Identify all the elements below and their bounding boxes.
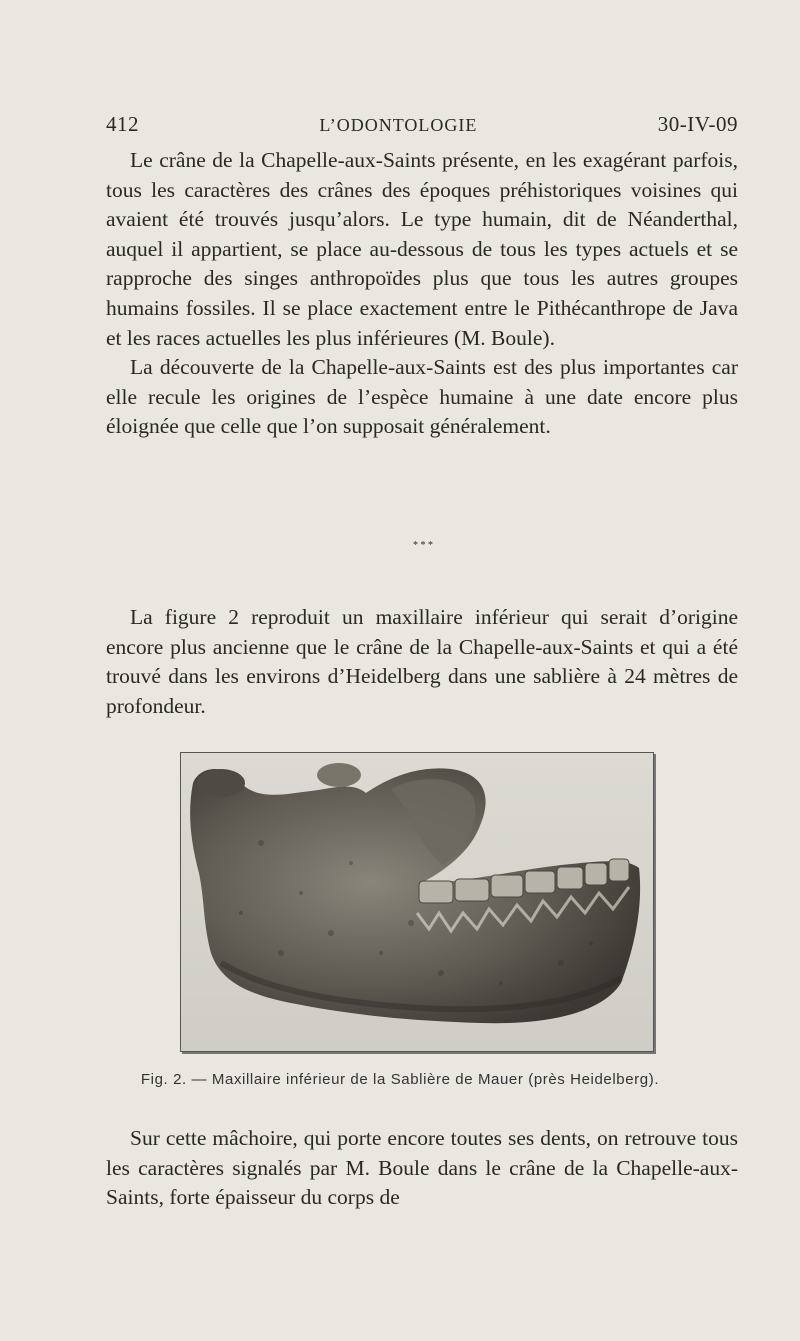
text-block-lower	[106, 1124, 738, 1213]
section-break-asterisks	[408, 540, 438, 574]
jawbone-illustration	[181, 753, 653, 1051]
paragraph-jaw-description: Sur cette mâchoire, qui porte encore toutes ses dents, on retrouve tous les caractères signalés par M. Boule dans le crâne de la Chapelle-aux-Saints, forte épaisseur du corps de	[106, 1126, 738, 1210]
paragraph-figure-intro: La figure 2 reproduit un maxillaire inférieur qui serait d’origine encore plus ancienne que le crâne de la Chapelle-aux-Saints et qui a été trouvé dans les environs d’Heidelberg dans une sablière à 24 mètres de profondeur.	[106, 605, 738, 718]
section-break-text: * * *	[413, 540, 433, 551]
paragraph-chapelle-skull: Le crâne de la Chapelle-aux-Saints présente, en les exagérant parfois, tous les caractères des crânes des époques préhistoriques voisines qui avaient été trouvés jusqu’alors. Le type humain, dit de Néanderthal, auquel il appartient, se place au-dessous de tous les types actuels et se rapproche des singes anthropoïdes plus que tous les autres groupes humains fossiles. Il se place exactement entre le Pithécanthrope de Java et les races actuelles les plus inférieures (M. Boule).	[106, 148, 738, 350]
issue-date: 30-IV-09	[657, 112, 738, 136]
text-block-middle	[106, 603, 738, 721]
paragraph-discovery: La découverte de la Chapelle-aux-Saints est des plus importantes car elle recule les origines de l’espèce humaine à une date encore plus éloignée que celle que l’on supposait généralement.	[106, 355, 738, 439]
text-block-upper	[106, 146, 738, 442]
journal-title: L’ODONTOLOGIE	[319, 115, 478, 135]
running-head	[106, 112, 738, 137]
figure-caption: Fig. 2. — Maxillaire inférieur de la Sablière de Mauer (près Heidelberg).	[140, 1071, 660, 1088]
jawbone-photograph	[180, 752, 654, 1052]
page-number: 412	[106, 112, 139, 136]
